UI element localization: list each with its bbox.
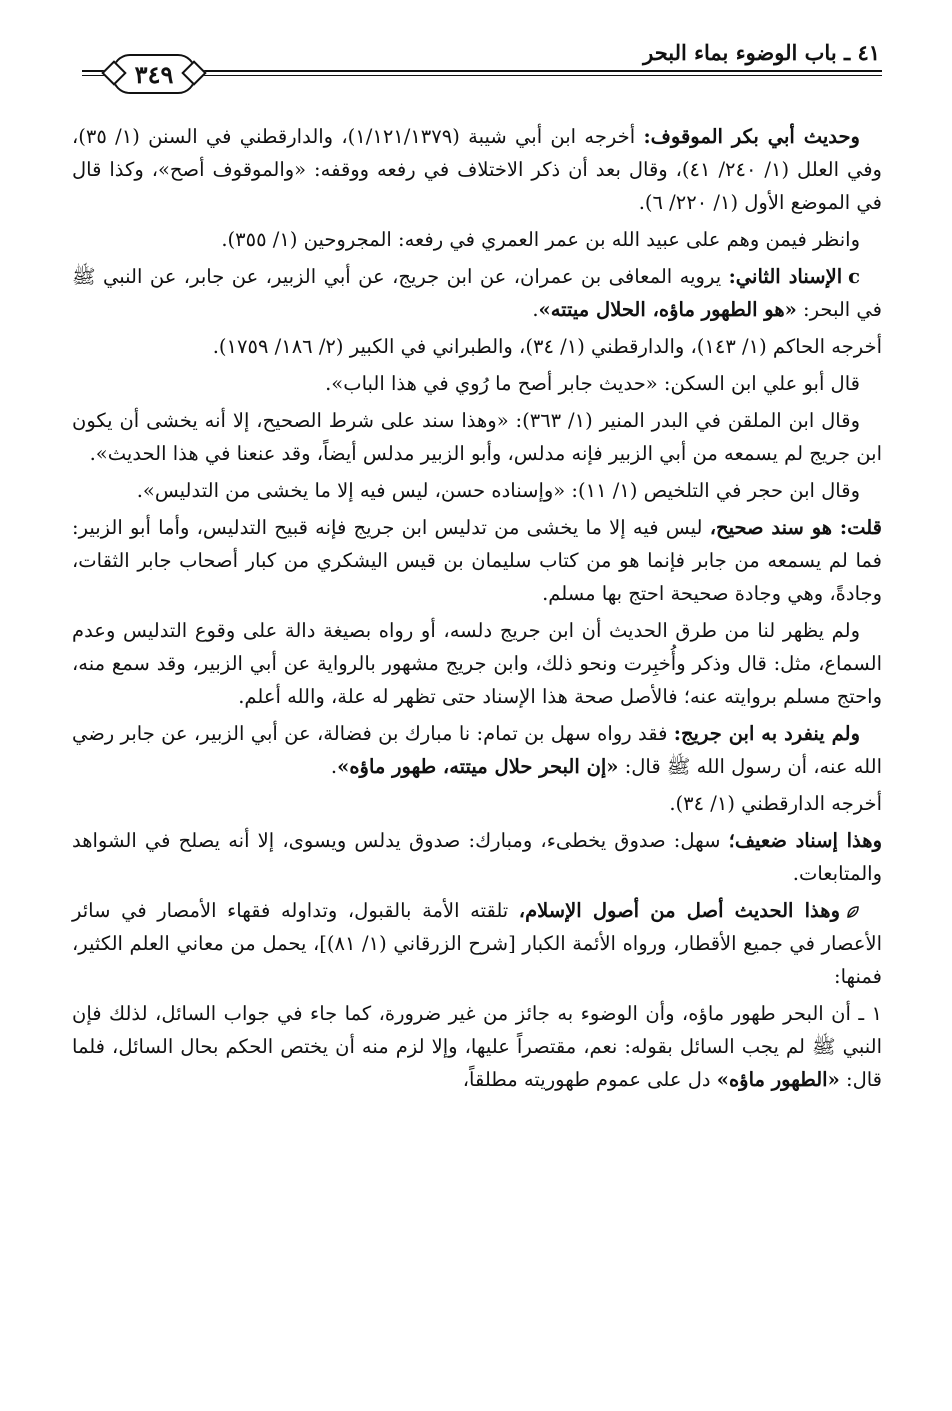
paragraph-text: فقد رواه سهل بن تمام: نا مبارك بن فضالة، عن أبي الزبير، عن جابر رضي الله عنه، أن رسول الله ﷺ قال: [72, 722, 882, 778]
paragraph-ibn-mulaqqin [72, 404, 882, 470]
paragraph-hakim-takhrij [72, 330, 882, 363]
bullet-marker: c [848, 265, 860, 288]
paragraph-text: ولم يظهر لنا من طرق الحديث أن ابن جريج دلسه، أو رواه بصيغة دالة على وقوع التدليس وعدم السماع، مثل: قال وذكر وأُخبِرت ونحو ذلك، وابن جريج مشهور بالرواية عن أبي الزبير، وقد سمع منه، واحتج مسلم بروايته عنه؛ فالأصل صحة هذا الإسناد حتى تظهر له علة، والله أعلم. [72, 619, 882, 708]
paragraph-abu-bakr-mawquf [72, 120, 882, 219]
paragraph-tadlis-analysis [72, 614, 882, 713]
page-number: ٣٤٩ [134, 59, 174, 89]
paragraph-text: سهل: صدوق يخطىء، ومبارك: صدوق يدلس ويسوى، إلا أنه يصلح في الشواهد والمتابعات. [72, 829, 882, 885]
paragraph-text: أخرجه الحاكم (١/ ١٤٣)، والدارقطني (١/ ٣٤)، والطبراني في الكبير (٢/ ١٨٦/ ١٧٥٩). [212, 335, 882, 358]
paragraph-lead: ولم ينفرد به ابن جريج: [673, 722, 860, 745]
paragraph-text: وقال ابن الملقن في البدر المنير (١/ ٣٦٣): «وهذا سند على شرط الصحيح، إلا أنه يخشى أن يكون ابن جريج لم يسمعه من أبي الزبير فإنه مدلس، وأبو الزبير مدلس أيضاً، وقد عنعنا في هذا الحديث». [72, 409, 882, 465]
paragraph-text: ليس فيه إلا ما يخشى من تدليس ابن جريج فإنه قبيح التدليس، وأما أبو الزبير: فما لم يسمعه من جابر فإنما هو من كتاب سليمان بن قيس اليشكري من كبار أصحاب جابر الثقات، وجادةً، وهي وجادة صحيحة احتج بها مسلم. [72, 516, 882, 605]
paragraph-lead: وحديث أبي بكر الموقوف: [643, 125, 860, 148]
paragraph-text: وقال ابن حجر في التلخيص (١/ ١١): «وإسناده حسن، ليس فيه إلا ما يخشى من التدليس». [136, 479, 860, 502]
paragraph-ibn-sakan [72, 367, 882, 400]
paragraph-tail: . [330, 755, 338, 778]
paragraph-hadith-importance [72, 894, 882, 993]
paragraph-text: وانظر فيمن وهم على عبيد الله بن عمر العمري في رفعه: المجروحين (١/ ٣٥٥). [221, 228, 860, 251]
paragraph-tail: . [532, 298, 539, 321]
page-header [72, 36, 882, 96]
paragraph-weak-isnad [72, 824, 882, 890]
paragraph-ibn-hajar [72, 474, 882, 507]
hadith-quote: «إن البحر حلال ميتته، طهور ماؤه» [337, 755, 619, 778]
chapter-title: ٤١ ـ باب الوضوء بماء البحر [643, 40, 880, 65]
header-rule [190, 70, 882, 76]
paragraph-point-one [72, 997, 882, 1096]
paragraph-qultu [72, 511, 882, 610]
paragraph-lead: قلت: هو سند صحيح، [709, 516, 883, 539]
paragraph-second-isnad [72, 260, 882, 326]
paragraph-lead: وهذا إسناد ضعيف؛ [728, 829, 882, 852]
paragraph-daraqutni-takhrij [72, 787, 882, 820]
paragraph-text: أخرجه ابن أبي شيبة (١/١٢١/١٣٧٩)، والدارقطني في السنن (١/ ٣٥)، وفي العلل (١/ ٢٤٠/ ٤١)، وقال بعد أن ذكر الاختلاف في رفعه ووقفه: «والموقوف أصح»، وكذا قال في الموضع الأول (١/ ٢٢٠/ ٦). [72, 125, 882, 214]
leaf-bullet-icon [846, 905, 860, 919]
paragraph-text: يرويه المعافى بن عمران، عن ابن جريج، عن أبي الزبير، عن جابر، عن النبي ﷺ في البحر: [72, 265, 882, 321]
paragraph-tail: دل على عموم طهوريته مطلقاً، [462, 1068, 717, 1091]
page-body [72, 120, 882, 1100]
book-page [72, 36, 882, 1376]
paragraph-lead: وهذا الحديث أصل من أصول الإسلام، [518, 899, 840, 922]
paragraph-text: تلقته الأمة بالقبول، وتداوله فقهاء الأمصار في سائر الأعصار في جميع الأقطار، ورواه الأئمة الكبار [شرح الزرقاني (١/ ٨١)]، يحمل من معاني العلم الكثير، فمنها: [72, 899, 882, 988]
hadith-quote: «الطهور ماؤه» [716, 1068, 840, 1091]
page-number-badge [112, 54, 196, 94]
paragraph-lead: الإسناد الثاني: [728, 265, 843, 288]
paragraph-text: أخرجه الدارقطني (١/ ٣٤). [669, 792, 882, 815]
paragraph-text: ١ ـ أن البحر طهور ماؤه، وأن الوضوء به جائز من غير ضرورة، كما جاء في جواب السائل، لذلك فإن النبي ﷺ لم يجب السائل بقوله: نعم، مقتصراً عليها، وإلا لزم منه أن يختص الحكم بحال السائل، فلما قال: [72, 1002, 882, 1091]
paragraph-majruhin-ref [72, 223, 882, 256]
paragraph-text: قال أبو علي ابن السكن: «حديث جابر أصح ما رُوي في هذا الباب». [325, 372, 860, 395]
hadith-quote: «هو الطهور ماؤه، الحلال ميتته» [538, 298, 797, 321]
paragraph-mutaba [72, 717, 882, 783]
